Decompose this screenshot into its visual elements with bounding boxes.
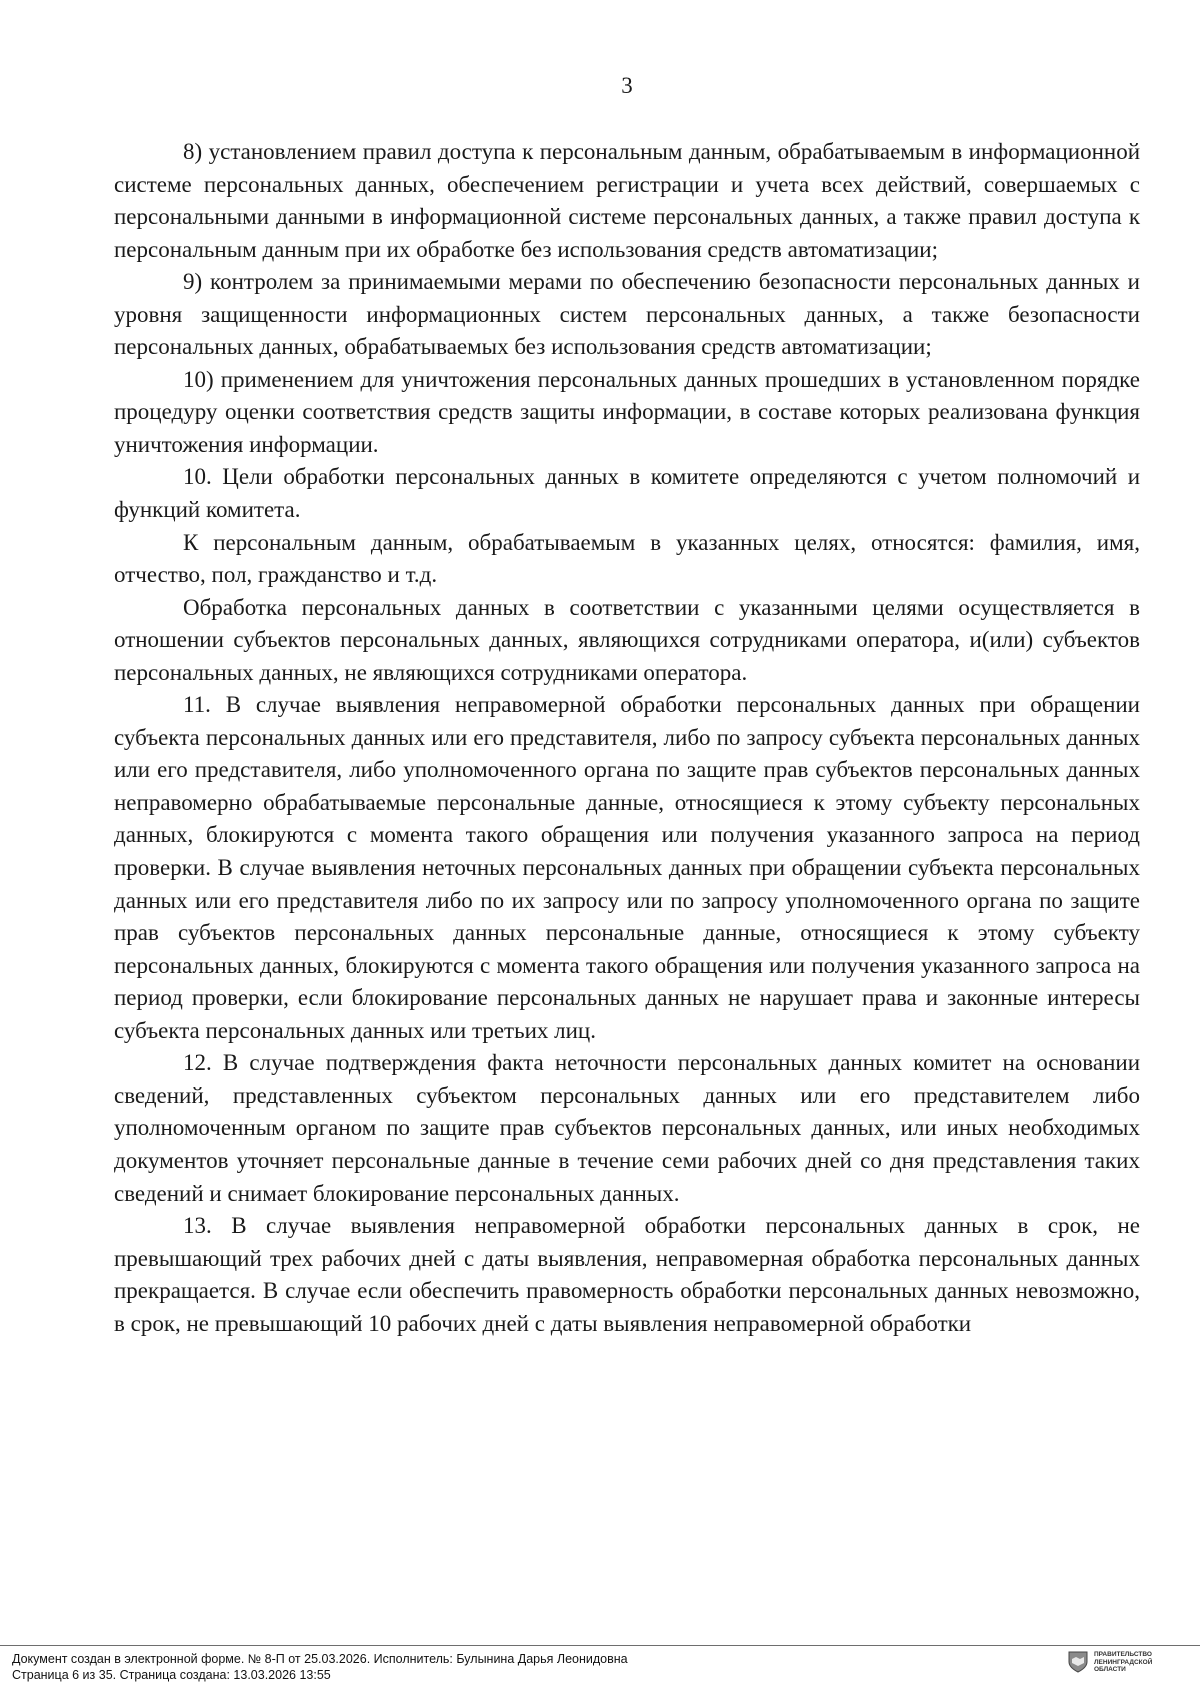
page-number: 3: [621, 73, 633, 98]
logo-caption: [1094, 1651, 1170, 1674]
paragraph-section-12: 12. В случае подтверждения факта неточности персональных данных комитет на основании сведений, представленных субъектом персональных данных или его представителем либо уполномоченным органом по защите прав субъектов персональных данных, или иных необходимых документов уточняет персональные данные в течение семи рабочих дней со дня представления таких сведений и снимает блокирование персональных данных.: [114, 1050, 1140, 1206]
footer-stamp: [12, 1651, 628, 1683]
footer-document-info: Документ создан в электронной форме. № 8-П от 25.03.2026. Исполнитель: Булынина Дарья Леонидовна: [12, 1652, 628, 1666]
document-body: [114, 136, 1140, 1340]
paragraph-data-categories: К персональным данным, обрабатываемым в указанных целях, относятся: фамилия, имя, отчество, пол, гражданство и т.д.: [114, 529, 1140, 588]
paragraph-item-10: 10) применением для уничтожения персональных данных прошедших в установленном порядке процедуру оценки соответствия средств защиты информации, в составе которых реализована функция уничтожения информации.: [114, 366, 1140, 457]
footer-page-info: Страница 6 из 35. Страница создана: 13.03.2026 13:55: [12, 1668, 331, 1682]
paragraph-section-10: 10. Цели обработки персональных данных в комитете определяются с учетом полномочий и функций комитета.: [114, 464, 1140, 523]
paragraph-section-11: 11. В случае выявления неправомерной обработки персональных данных при обращении субъекта персональных данных или его представителя, либо по запросу субъекта персональных данных или его представителя, либо уполномоченного органа по защите прав субъектов персональных данных неправомерно обрабатываемые персональные данные, относящиеся к этому субъекту персональных данных, блокируются с момента такого обращения или получения указанного запроса на период проверки. В случае выявления неточных персональных данных при обращении субъекта персональных данных или его представителя либо по их запросу или по запросу уполномоченного органа по защите прав субъектов персональных данных персональные данные, относящиеся к этому субъекту персональных данных, блокируются с момента такого обращения или получения указанного запроса на период проверки, если блокирование персональных данных не нарушает права и законные интересы субъекта персональных данных или третьих лиц.: [114, 692, 1140, 1043]
logo-line-3: ОБЛАСТИ: [1094, 1666, 1126, 1673]
paragraph-item-9: 9) контролем за принимаемыми мерами по обеспечению безопасности персональных данных и уровня защищенности информационных систем персональных данных, а также безопасности персональных данных, обрабатываемых без использования средств автоматизации;: [114, 269, 1140, 360]
paragraph-data-subjects: Обработка персональных данных в соответствии с указанными целями осуществляется в отношении субъектов персональных данных, являющихся сотрудниками оператора, и(или) субъектов персональных данных, не являющихся сотрудниками оператора.: [114, 594, 1140, 685]
footer-divider: [0, 1645, 1200, 1646]
logo-line-2: ЛЕНИНГРАДСКОЙ: [1094, 1658, 1153, 1666]
paragraph-item-8: 8) установлением правил доступа к персональным данным, обрабатываемым в информационной системе персональных данных, обеспечением регистрации и учета всех действий, совершаемых с персональными данными в информационной системе персональных данных, а также правил доступа к персональным данным при их обработке без использования средств автоматизации;: [114, 139, 1140, 262]
government-logo: [1068, 1651, 1170, 1674]
coat-of-arms-icon: [1068, 1651, 1088, 1673]
logo-line-1: ПРАВИТЕЛЬСТВО: [1094, 1651, 1152, 1658]
paragraph-section-13: 13. В случае выявления неправомерной обработки персональных данных в срок, не превышающий трех рабочих дней с даты выявления, неправомерная обработка персональных данных прекращается. В случае если обеспечить правомерность обработки персональных данных невозможно, в срок, не превышающий 10 рабочих дней с даты выявления неправомерной обработки: [114, 1213, 1140, 1336]
